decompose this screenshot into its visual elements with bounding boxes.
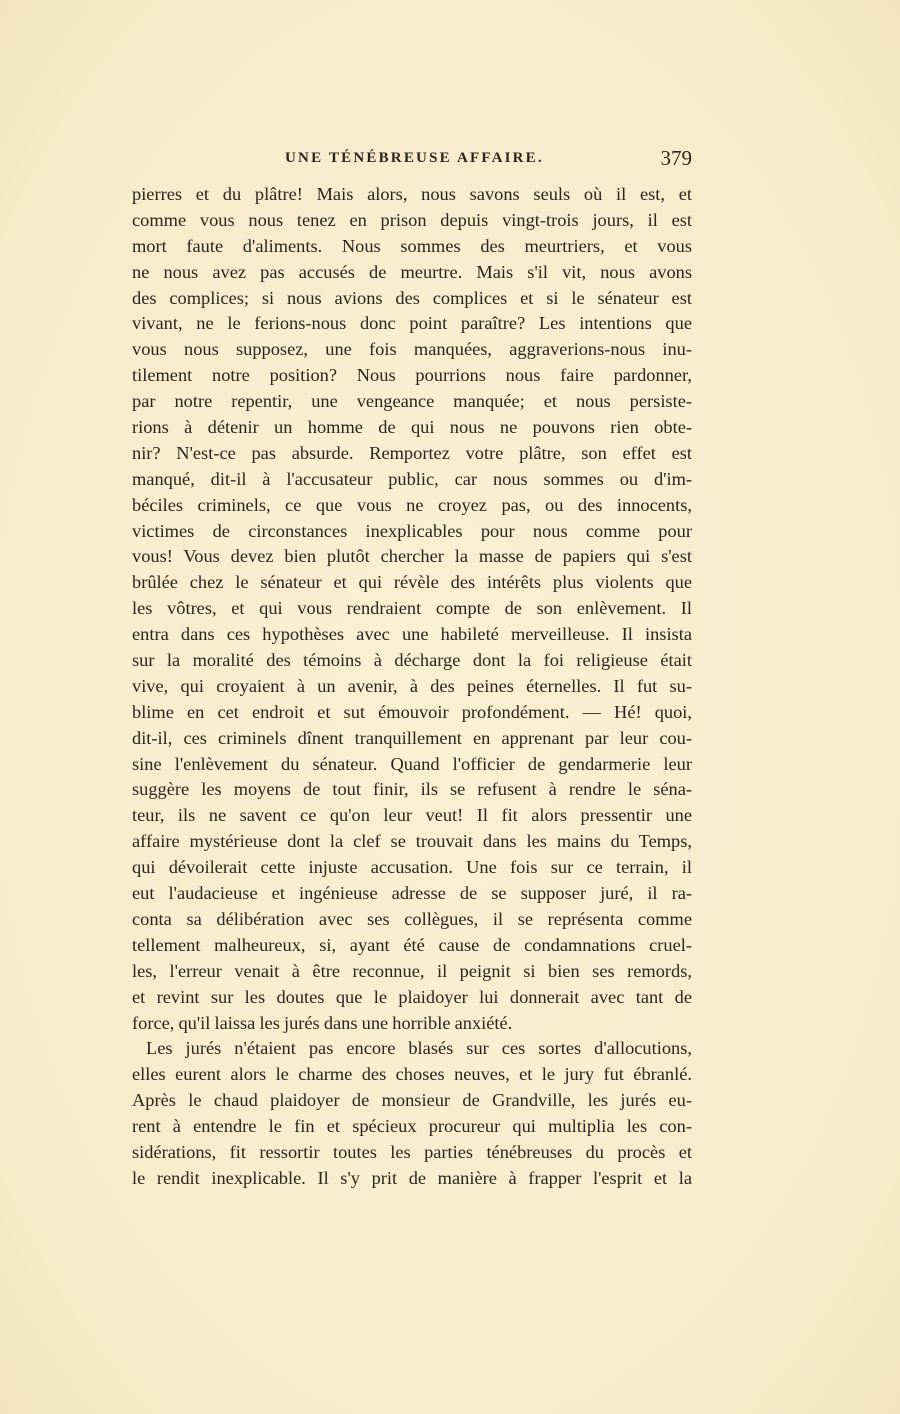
text-line: Après le chaud plaidoyer de monsieur de Grandville, les jurés eu- — [132, 1090, 692, 1111]
text-line: sine l'enlèvement du sénateur. Quand l'officier de gendarmerie leur — [132, 753, 692, 774]
text-line: béciles criminels, ce que vous ne croyez pas, ou des innocents, — [132, 494, 692, 515]
paragraph — [132, 1036, 692, 1191]
text-line: elles eurent alors le charme des choses neuves, et le jury fut ébranlé. — [132, 1064, 692, 1085]
text-line: les vôtres, et qui vous rendraient compte de son enlèvement. Il — [132, 598, 692, 619]
text-line: sur la moralité des témoins à décharge dont la foi religieuse était — [132, 650, 692, 671]
text-line: dit-il, ces criminels dînent tranquillement en apprenant par leur cou- — [132, 727, 692, 748]
page-number: 379 — [660, 146, 692, 170]
text-line: vive, qui croyaient à un avenir, à des peines éternelles. Il fut su- — [132, 675, 692, 696]
text-line: brûlée chez le sénateur et qui révèle des intérêts plus violents que — [132, 572, 692, 593]
page-header — [132, 148, 692, 176]
text-line: sidérations, fit ressortir toutes les parties ténébreuses du procès et — [132, 1141, 692, 1162]
text-line: et revint sur les doutes que le plaidoyer lui donnerait avec tant de — [132, 986, 692, 1007]
text-line: force, qu'il laissa les jurés dans une horrible anxiété. — [132, 1012, 513, 1033]
text-line: blime en cet endroit et sut émouvoir profondément. — Hé! quoi, — [132, 701, 692, 722]
text-line: victimes de circonstances inexplicables pour nous comme pour — [132, 520, 692, 541]
running-title: UNE TÉNÉBREUSE AFFAIRE. — [285, 150, 544, 166]
text-line: teur, ils ne savent ce qu'on leur veut! Il fit alors pressentir une — [132, 805, 692, 826]
text-line: nir? N'est-ce pas absurde. Remportez votre plâtre, son effet est — [132, 442, 692, 463]
text-line: pierres et du plâtre! Mais alors, nous savons seuls où il est, et — [132, 184, 692, 204]
text-line: affaire mystérieuse dont la clef se trouvait dans les mains du Temps, — [132, 831, 692, 852]
text-line: vivant, ne le ferions-nous donc point paraître? Les intentions que — [132, 313, 692, 334]
text-line: ne nous avez pas accusés de meurtre. Mais s'il vit, nous avons — [132, 261, 692, 282]
text-line: vous! Vous devez bien plutôt chercher la masse de papiers qui s'est — [132, 546, 692, 567]
text-line: suggère les moyens de tout finir, ils se refusent à rendre le séna- — [132, 779, 692, 800]
text-line: qui dévoilerait cette injuste accusation. Une fois sur ce terrain, il — [132, 857, 692, 878]
text-line: tilement notre position? Nous pourrions nous faire pardonner, — [132, 365, 692, 386]
text-line: rent à entendre le fin et spécieux procureur qui multiplia les con- — [132, 1116, 692, 1137]
text-line: comme vous nous tenez en prison depuis vingt-trois jours, il est — [132, 209, 692, 230]
text-line: des complices; si nous avions des complices et si le sénateur est — [132, 287, 692, 308]
text-line: tellement malheureux, si, ayant été cause de condamnations cruel- — [132, 934, 692, 955]
body-text — [132, 182, 692, 1192]
text-line: manqué, dit-il à l'accusateur public, car nous sommes ou d'im- — [132, 468, 692, 489]
text-line: rions à détenir un homme de qui nous ne pouvons rien obte- — [132, 417, 692, 438]
text-line: le rendit inexplicable. Il s'y prit de manière à frapper l'esprit et la — [132, 1167, 692, 1188]
text-line: vous nous supposez, une fois manquées, aggraverions-nous inu- — [132, 339, 692, 360]
text-line: conta sa délibération avec ses collègues, il se représenta comme — [132, 908, 692, 929]
text-line: par notre repentir, une vengeance manquée; et nous persiste- — [132, 391, 692, 412]
text-line: mort faute d'aliments. Nous sommes des meurtriers, et vous — [132, 235, 692, 256]
text-line: les, l'erreur venait à être reconnue, il peignit si bien ses remords, — [132, 960, 692, 981]
text-line: entra dans ces hypothèses avec une habileté merveilleuse. Il insista — [132, 624, 692, 645]
text-line: Les jurés n'étaient pas encore blasés sur ces sortes d'allocutions, — [146, 1038, 692, 1059]
paragraph — [132, 182, 692, 1036]
text-line: eut l'audacieuse et ingénieuse adresse de se supposer juré, il ra- — [132, 883, 692, 904]
